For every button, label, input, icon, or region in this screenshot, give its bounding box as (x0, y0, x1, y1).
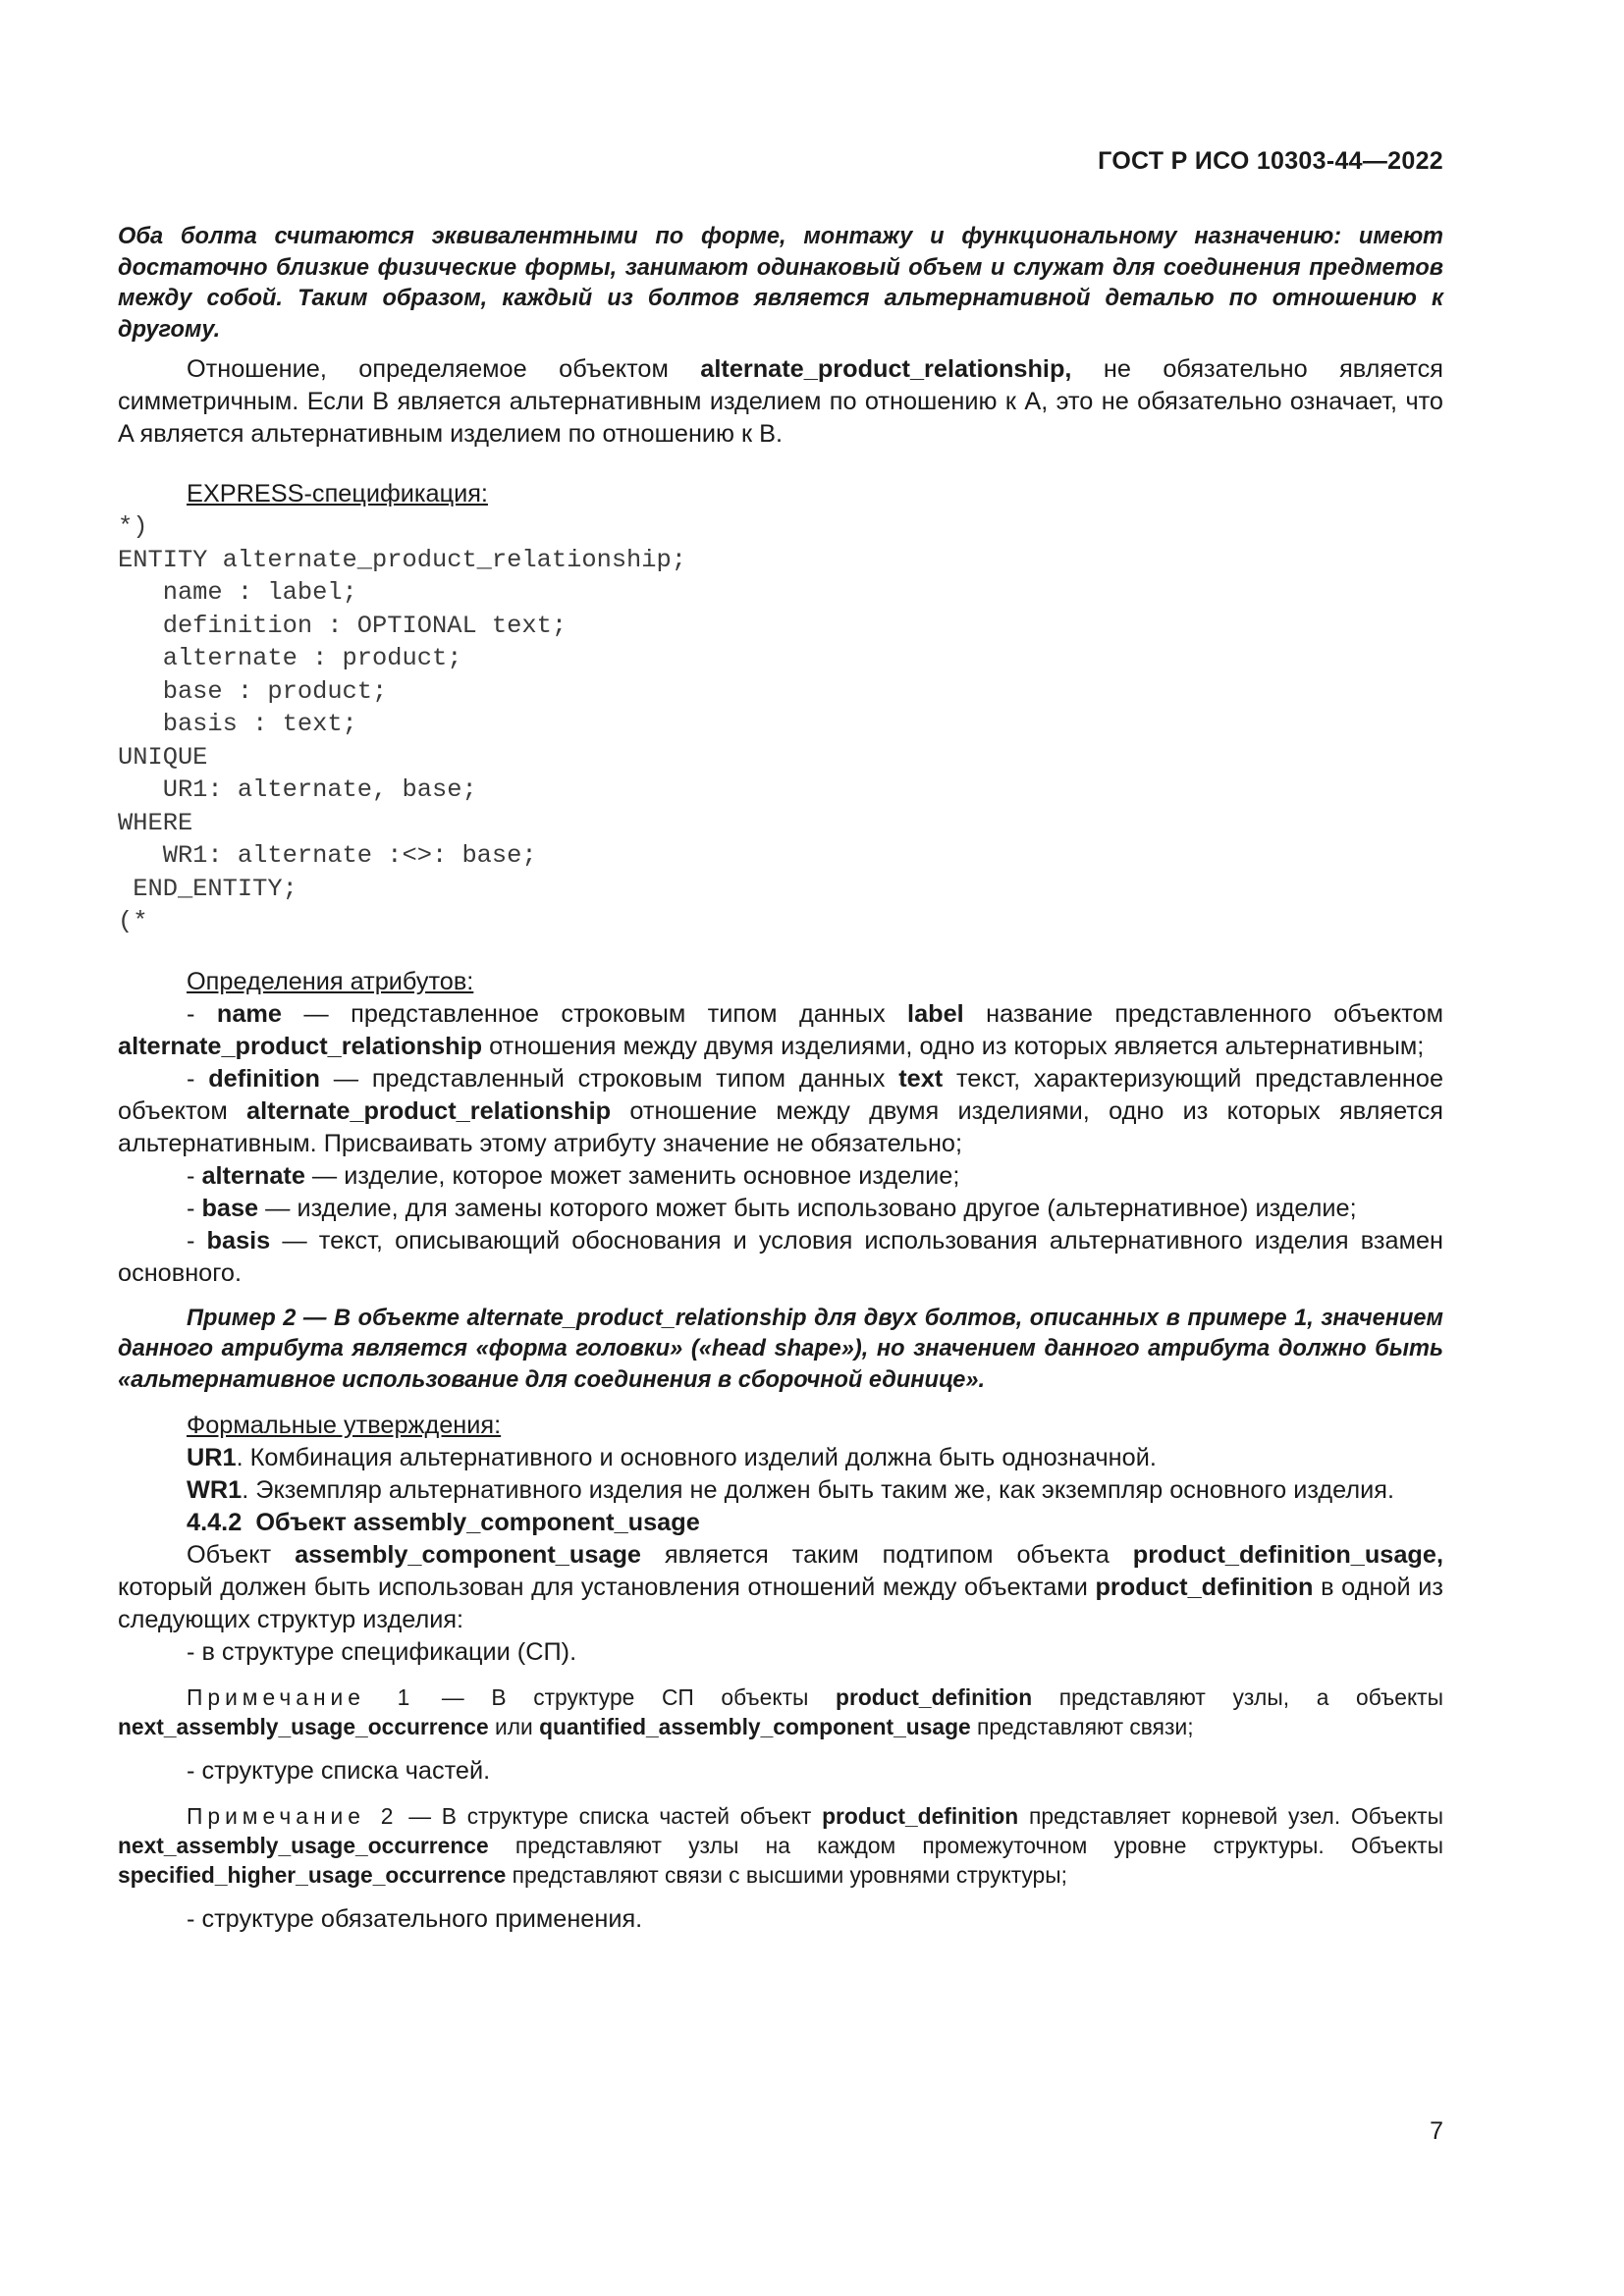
document-header: ГОСТ Р ИСО 10303-44—2022 (1098, 147, 1443, 175)
attr-name: - name — представленное строковым типом данных label название представленного объектом alternate_product_relationship отношения между двумя изделиями, одно из которых является альтернативным; (118, 999, 1443, 1060)
page-number: 7 (1430, 2117, 1443, 2145)
document-body (118, 222, 1443, 1936)
relation-paragraph: Отношение, определяемое объектом alternate_product_relationship, не обязательно является симметричным. Если B является альтернативным изделием по отношению к A, это не обязательно означает, что A является альтернативным изделием по отношению к B. (118, 355, 1444, 448)
structure-bullet-1: - в структуре спецификации (СП). (187, 1638, 577, 1666)
express-heading: EXPRESS-спецификация: (187, 480, 488, 507)
note-2: Примечание 2 — В структуре списка частей объект product_definition представляет корневой узел. Объекты next_assembly_usage_occurrence представляют узлы на каждом промежуточном уровне структуры. Объекты specified_higher_usage_occurrence представляют связи с высшими уровнями структуры; (118, 1803, 1443, 1888)
attr-basis: - basis — текст, описывающий обоснования и условия использования альтернативного изделия взамен основного. (118, 1226, 1443, 1287)
structure-bullet-2: - структуре списка частей. (187, 1757, 491, 1785)
example-2: Пример 2 — В объекте alternate_product_relationship для двух болтов, описанных в примере 1, значением данного атрибута является «форма головки» («head shape»), но значением данного атрибута должно быть «альтернативное использование для соединения в сборочной единице». (118, 1305, 1443, 1393)
section-heading: 4.4.2 Объект assembly_component_usage (187, 1509, 700, 1536)
attr-alternate: - alternate — изделие, которое может заменить основное изделие; (187, 1161, 960, 1190)
rule-ur1: UR1. Комбинация альтернативного и основного изделий должна быть однозначной. (187, 1444, 1157, 1471)
rule-wr1: WR1. Экземпляр альтернативного изделия не должен быть таким же, как экземпляр основного изделия. (187, 1476, 1394, 1504)
entity-name: alternate_product_relationship, (700, 355, 1072, 383)
attributes-heading: Определения атрибутов: (187, 967, 474, 995)
intro-paragraph: Оба болта считаются эквивалентными по форме, монтажу и функциональному назначению: имеют достаточно близкие физические формы, занимают одинаковый объем и служат для соединения предметов между собой. Таким образом, каждый из болтов является альтернативной деталью по отношению к другому. (118, 224, 1443, 343)
section-paragraph: Объект assembly_component_usage является таким подтипом объекта product_definition_usage, который должен быть использован для установления отношений между объектами product_definition в одной из следующих структур изделия: (118, 1541, 1443, 1633)
structure-bullet-3: - структуре обязательного применения. (187, 1905, 643, 1933)
attr-base: - base — изделие, для замены которого может быть использовано другое (альтернативное) изделие; (187, 1194, 1357, 1222)
express-code-block: *) ENTITY alternate_product_relationship; name : label; definition : OPTIONAL text; alternate : product; base : product; basis : text; UNIQUE UR1: alternate, base; WHERE WR1: alternate :<>: base; END_ENTITY; (* (118, 512, 687, 935)
formal-statements-heading: Формальные утверждения: (187, 1412, 502, 1439)
note-1: Примечание 1 — В структуре СП объекты product_definition представляют узлы, а объекты next_assembly_usage_occurrence или quantified_assembly_component_usage представляют связи; (118, 1684, 1444, 1739)
attr-definition: - definition — представленный строковым типом данных text текст, характеризующий представленное объектом alternate_product_relationship отношение между двумя изделиями, одно из которых является альтернативным. Присваивать этому атрибуту значение не обязательно; (118, 1064, 1444, 1157)
document-page (118, 0, 1443, 2296)
